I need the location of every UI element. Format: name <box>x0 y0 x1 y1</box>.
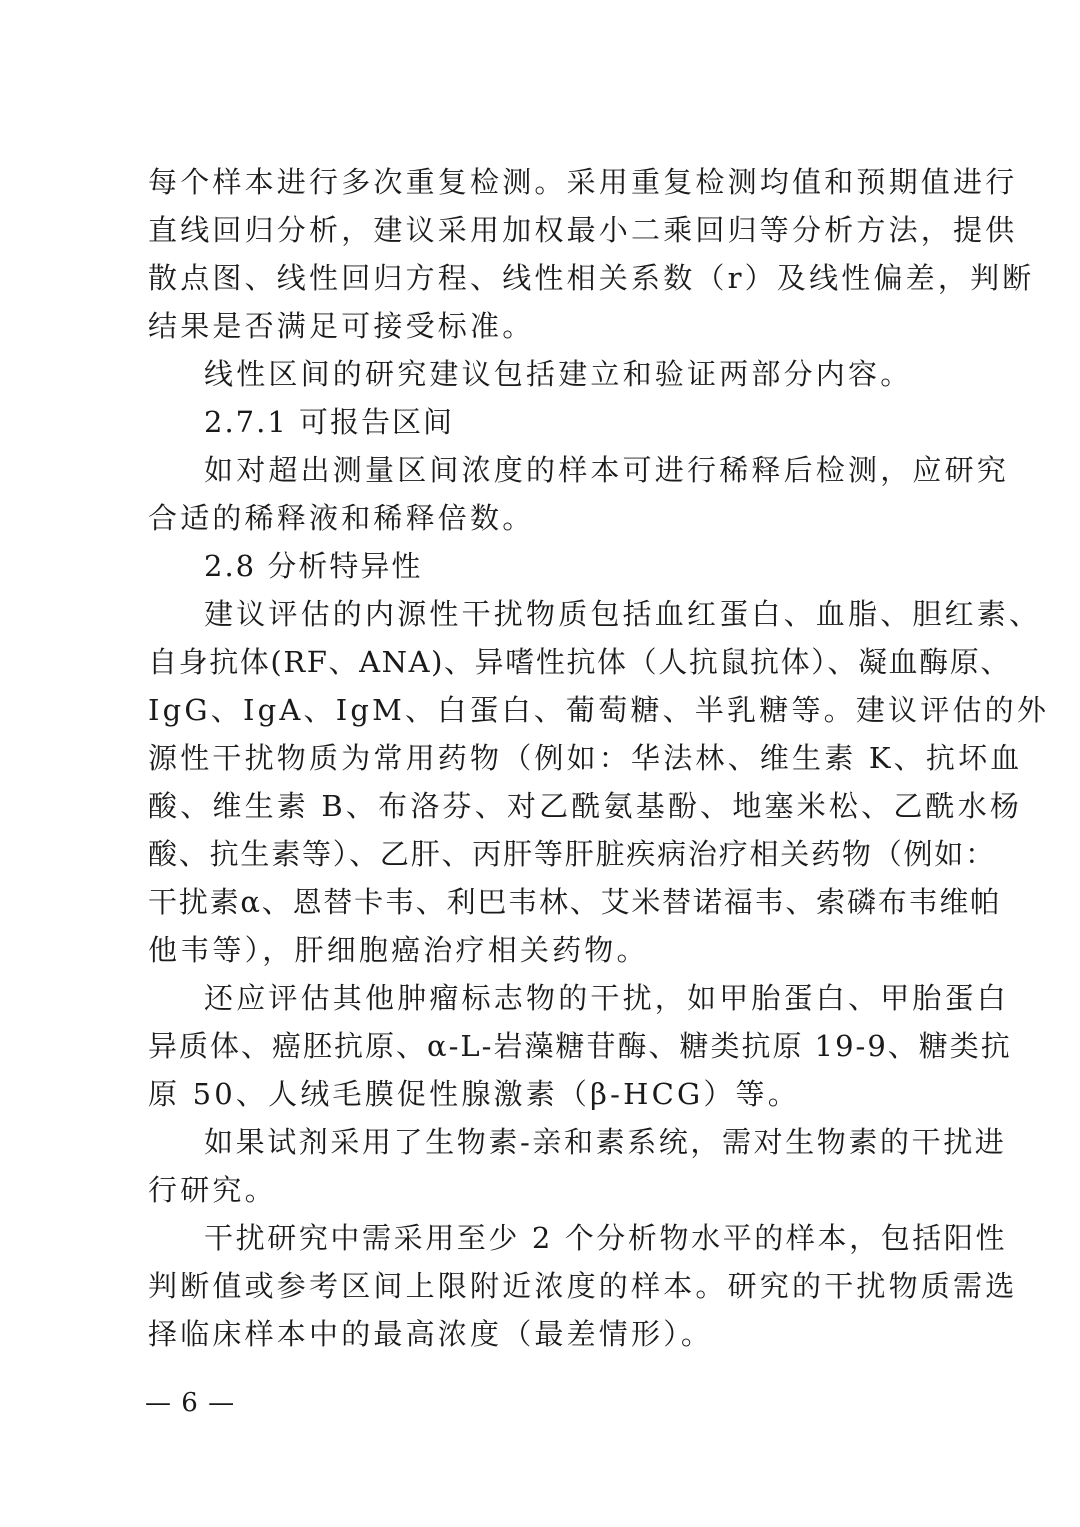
body-text-line: 干扰素α、恩替卡韦、利巴韦林、艾米替诺福韦、索磷布韦维帕 <box>148 885 1001 919</box>
body-text-line: 原 50、人绒毛膜促性腺激素（β-HCG）等。 <box>148 1077 800 1111</box>
body-text-line: 结果是否满足可接受标准。 <box>148 309 535 343</box>
body-text-line: 合适的稀释液和稀释倍数。 <box>148 501 535 535</box>
body-text-line: 行研究。 <box>148 1173 277 1207</box>
body-text-line: 源性干扰物质为常用药物（例如：华法林、维生素 K、抗坏血 <box>148 741 1023 775</box>
body-text-line: 择临床样本中的最高浓度（最差情形）。 <box>148 1317 714 1351</box>
body-text-line: 直线回归分析，建议采用加权最小二乘回归等分析方法，提供 <box>148 213 1018 247</box>
paragraph-first-line: 干扰研究中需采用至少 2 个分析物水平的样本，包括阳性 <box>204 1221 1008 1255</box>
section-heading-2-7-1: 2.7.1 可报告区间 <box>204 405 455 439</box>
paragraph-first-line: 如对超出测量区间浓度的样本可进行稀释后检测，应研究 <box>204 453 1010 487</box>
body-text-line: 酸、抗生素等）、乙肝、丙肝等肝脏疾病治疗相关药物（例如： <box>148 837 996 871</box>
body-text-line: IgG、IgA、IgM、白蛋白、葡萄糖、半乳糖等。建议评估的外 <box>148 693 1050 727</box>
body-text-line: 判断值或参考区间上限附近浓度的样本。研究的干扰物质需选 <box>148 1269 1018 1303</box>
page-number: — 6 — <box>145 1388 236 1418</box>
section-heading-2-8: 2.8 分析特异性 <box>204 549 423 583</box>
body-text-line: 酸、维生素 B、布洛芬、对乙酰氨基酚、地塞米松、乙酰水杨 <box>148 789 1023 823</box>
body-text-line: 异质体、癌胚抗原、α-L-岩藻糖苷酶、糖类抗原 19-9、糖类抗 <box>148 1029 1012 1063</box>
paragraph-first-line: 线性区间的研究建议包括建立和验证两部分内容。 <box>204 357 913 391</box>
paragraph-first-line: 还应评估其他肿瘤标志物的干扰，如甲胎蛋白、甲胎蛋白 <box>204 981 1010 1015</box>
body-text-line: 散点图、线性回归方程、线性相关系数（r）及线性偏差，判断 <box>148 261 1035 295</box>
body-text-line: 自身抗体(RF、ANA)、异嗜性抗体（人抗鼠抗体）、凝血酶原、 <box>148 645 1011 679</box>
body-text-line: 他韦等），肝细胞癌治疗相关药物。 <box>148 933 649 967</box>
paragraph-first-line: 建议评估的内源性干扰物质包括血红蛋白、血脂、胆红素、 <box>204 597 1042 631</box>
body-text-line: 每个样本进行多次重复检测。采用重复检测均值和预期值进行 <box>148 165 1018 199</box>
paragraph-first-line: 如果试剂采用了生物素-亲和素系统，需对生物素的干扰进 <box>204 1125 1007 1159</box>
